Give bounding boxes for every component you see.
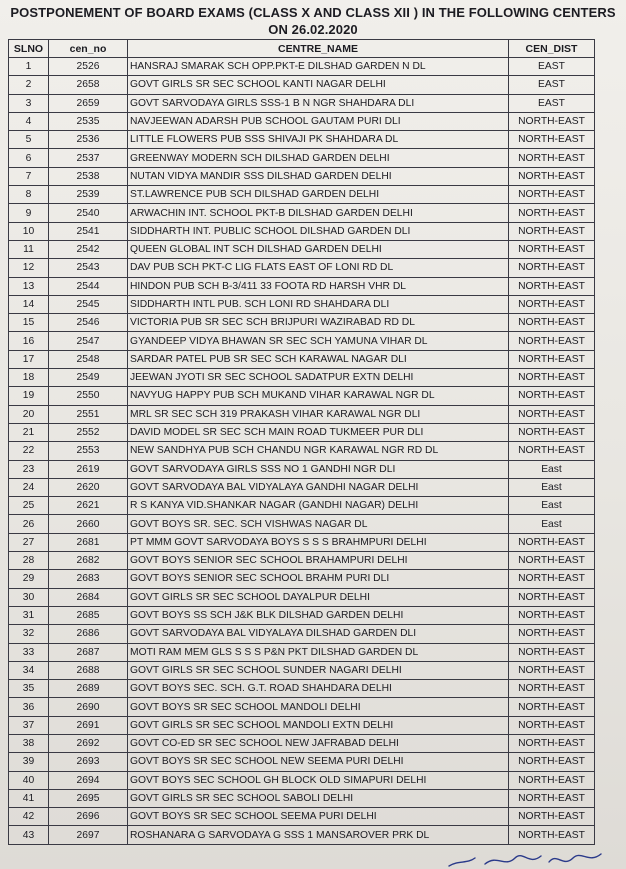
cell-cen-dist: EAST <box>509 58 595 76</box>
cell-centre-name: DAVID MODEL SR SEC SCH MAIN ROAD TUKMEER PUR DLI <box>128 423 509 441</box>
cell-cen-dist: NORTH-EAST <box>509 350 595 368</box>
table-row <box>9 552 595 570</box>
cell-slno: 4 <box>9 112 49 130</box>
cell-cen-dist: NORTH-EAST <box>509 186 595 204</box>
table-row <box>9 131 595 149</box>
cell-centre-name: GYANDEEP VIDYA BHAWAN SR SEC SCH YAMUNA VIHAR DL <box>128 332 509 350</box>
cell-cen-no: 2547 <box>49 332 128 350</box>
cell-cen-no: 2692 <box>49 734 128 752</box>
cell-cen-no: 2683 <box>49 570 128 588</box>
cell-centre-name: GOVT BOYS SEC. SCH. G.T. ROAD SHAHDARA DELHI <box>128 680 509 698</box>
table-row <box>9 753 595 771</box>
cell-cen-dist: NORTH-EAST <box>509 734 595 752</box>
cell-slno: 13 <box>9 277 49 295</box>
cell-cen-no: 2621 <box>49 497 128 515</box>
cell-centre-name: GREENWAY MODERN SCH DILSHAD GARDEN DELHI <box>128 149 509 167</box>
cell-cen-no: 2549 <box>49 369 128 387</box>
cell-cen-no: 2686 <box>49 625 128 643</box>
cell-slno: 36 <box>9 698 49 716</box>
cell-centre-name: HANSRAJ SMARAK SCH OPP.PKT-E DILSHAD GARDEN N DL <box>128 58 509 76</box>
table-row <box>9 625 595 643</box>
cell-cen-dist: NORTH-EAST <box>509 570 595 588</box>
cell-cen-dist: NORTH-EAST <box>509 588 595 606</box>
cell-cen-dist: NORTH-EAST <box>509 716 595 734</box>
cell-cen-dist: NORTH-EAST <box>509 826 595 844</box>
table-row <box>9 295 595 313</box>
cell-cen-no: 2539 <box>49 186 128 204</box>
cell-cen-no: 2551 <box>49 405 128 423</box>
cell-centre-name: MRL SR SEC SCH 319 PRAKASH VIHAR KARAWAL NGR DLI <box>128 405 509 423</box>
cell-slno: 11 <box>9 240 49 258</box>
cell-cen-dist: East <box>509 497 595 515</box>
table-row <box>9 716 595 734</box>
cell-cen-no: 2619 <box>49 460 128 478</box>
cell-cen-no: 2697 <box>49 826 128 844</box>
cell-centre-name: GOVT SARVODAYA GIRLS SSS NO 1 GANDHI NGR DLI <box>128 460 509 478</box>
cell-cen-no: 2553 <box>49 442 128 460</box>
cell-centre-name: ROSHANARA G SARVODAYA G SSS 1 MANSAROVER PRK DL <box>128 826 509 844</box>
cell-slno: 6 <box>9 149 49 167</box>
cell-slno: 10 <box>9 222 49 240</box>
table-row <box>9 533 595 551</box>
table-row <box>9 76 595 94</box>
cell-slno: 29 <box>9 570 49 588</box>
cell-cen-dist: East <box>509 478 595 496</box>
signature-mark <box>445 846 605 868</box>
cell-cen-no: 2538 <box>49 167 128 185</box>
cell-slno: 14 <box>9 295 49 313</box>
table-row <box>9 369 595 387</box>
cell-centre-name: DAV PUB SCH PKT-C LIG FLATS EAST OF LONI RD DL <box>128 259 509 277</box>
centers-table <box>8 39 595 845</box>
cell-centre-name: GOVT BOYS SR SEC SCHOOL NEW SEEMA PURI DELHI <box>128 753 509 771</box>
cell-centre-name: JEEWAN JYOTI SR SEC SCHOOL SADATPUR EXTN DELHI <box>128 369 509 387</box>
cell-slno: 28 <box>9 552 49 570</box>
cell-centre-name: MOTI RAM MEM GLS S S S P&N PKT DILSHAD GARDEN DL <box>128 643 509 661</box>
page-title: POSTPONEMENT OF BOARD EXAMS (CLASS X AND CLASS XII ) IN THE FOLLOWING CENTERS <box>10 5 616 20</box>
table-row <box>9 808 595 826</box>
cell-slno: 17 <box>9 350 49 368</box>
cell-cen-dist: NORTH-EAST <box>509 295 595 313</box>
table-row <box>9 826 595 844</box>
cell-cen-dist: NORTH-EAST <box>509 149 595 167</box>
cell-slno: 12 <box>9 259 49 277</box>
cell-slno: 1 <box>9 58 49 76</box>
cell-centre-name: SIDDHARTH INT. PUBLIC SCHOOL DILSHAD GARDEN DLI <box>128 222 509 240</box>
cell-slno: 16 <box>9 332 49 350</box>
column-header-centre-name: CENTRE_NAME <box>128 40 509 58</box>
table-row <box>9 497 595 515</box>
cell-centre-name: GOVT GIRLS SR SEC SCHOOL SUNDER NAGARI DELHI <box>128 661 509 679</box>
cell-centre-name: GOVT BOYS SR SEC SCHOOL SEEMA PURI DELHI <box>128 808 509 826</box>
cell-cen-no: 2552 <box>49 423 128 441</box>
cell-cen-no: 2695 <box>49 789 128 807</box>
column-header-cen-dist: CEN_DIST <box>509 40 595 58</box>
cell-cen-no: 2682 <box>49 552 128 570</box>
table-header-row <box>9 40 595 58</box>
cell-slno: 32 <box>9 625 49 643</box>
column-header-cen-no: cen_no <box>49 40 128 58</box>
cell-centre-name: R S KANYA VID.SHANKAR NAGAR (GANDHI NAGAR) DELHI <box>128 497 509 515</box>
cell-cen-no: 2541 <box>49 222 128 240</box>
cell-slno: 39 <box>9 753 49 771</box>
cell-centre-name: GOVT BOYS SS SCH J&K BLK DILSHAD GARDEN DELHI <box>128 606 509 624</box>
cell-cen-dist: NORTH-EAST <box>509 698 595 716</box>
cell-cen-no: 2548 <box>49 350 128 368</box>
cell-slno: 38 <box>9 734 49 752</box>
cell-slno: 15 <box>9 314 49 332</box>
table-row <box>9 588 595 606</box>
cell-centre-name: GOVT SARVODAYA GIRLS SSS-1 B N NGR SHAHDARA DLI <box>128 94 509 112</box>
cell-slno: 41 <box>9 789 49 807</box>
cell-cen-dist: NORTH-EAST <box>509 167 595 185</box>
cell-slno: 26 <box>9 515 49 533</box>
cell-cen-dist: NORTH-EAST <box>509 112 595 130</box>
table-row <box>9 350 595 368</box>
cell-cen-dist: NORTH-EAST <box>509 753 595 771</box>
cell-slno: 2 <box>9 76 49 94</box>
cell-cen-dist: NORTH-EAST <box>509 771 595 789</box>
cell-cen-dist: NORTH-EAST <box>509 680 595 698</box>
table-row <box>9 423 595 441</box>
table-body <box>9 58 595 845</box>
cell-cen-no: 2526 <box>49 58 128 76</box>
cell-cen-dist: EAST <box>509 76 595 94</box>
table-row <box>9 186 595 204</box>
cell-cen-dist: NORTH-EAST <box>509 387 595 405</box>
table-row <box>9 643 595 661</box>
cell-centre-name: GOVT GIRLS SR SEC SCHOOL DAYALPUR DELHI <box>128 588 509 606</box>
cell-centre-name: GOVT BOYS SR. SEC. SCH VISHWAS NAGAR DL <box>128 515 509 533</box>
cell-slno: 8 <box>9 186 49 204</box>
cell-cen-dist: NORTH-EAST <box>509 240 595 258</box>
cell-cen-no: 2690 <box>49 698 128 716</box>
cell-centre-name: LITTLE FLOWERS PUB SSS SHIVAJI PK SHAHDARA DL <box>128 131 509 149</box>
table-row <box>9 167 595 185</box>
cell-cen-dist: NORTH-EAST <box>509 222 595 240</box>
table-row <box>9 58 595 76</box>
cell-centre-name: GOVT BOYS SEC SCHOOL GH BLOCK OLD SIMAPURI DELHI <box>128 771 509 789</box>
cell-cen-dist: NORTH-EAST <box>509 405 595 423</box>
cell-cen-no: 2537 <box>49 149 128 167</box>
table-row <box>9 771 595 789</box>
table-row <box>9 606 595 624</box>
table-row <box>9 149 595 167</box>
cell-centre-name: HINDON PUB SCH B-3/411 33 FOOTA RD HARSH VHR DL <box>128 277 509 295</box>
cell-centre-name: SARDAR PATEL PUB SR SEC SCH KARAWAL NAGAR DLI <box>128 350 509 368</box>
cell-slno: 42 <box>9 808 49 826</box>
cell-cen-dist: NORTH-EAST <box>509 661 595 679</box>
table-row <box>9 460 595 478</box>
cell-slno: 40 <box>9 771 49 789</box>
table-row <box>9 789 595 807</box>
cell-centre-name: VICTORIA PUB SR SEC SCH BRIJPURI WAZIRABAD RD DL <box>128 314 509 332</box>
cell-cen-no: 2544 <box>49 277 128 295</box>
cell-centre-name: GOVT BOYS SR SEC SCHOOL MANDOLI DELHI <box>128 698 509 716</box>
cell-cen-no: 2658 <box>49 76 128 94</box>
cell-cen-no: 2691 <box>49 716 128 734</box>
cell-slno: 21 <box>9 423 49 441</box>
cell-centre-name: PT MMM GOVT SARVODAYA BOYS S S S BRAHMPURI DELHI <box>128 533 509 551</box>
cell-centre-name: GOVT GIRLS SR SEC SCHOOL KANTI NAGAR DELHI <box>128 76 509 94</box>
table-row <box>9 570 595 588</box>
cell-cen-no: 2681 <box>49 533 128 551</box>
cell-cen-no: 2543 <box>49 259 128 277</box>
cell-centre-name: NAVYUG HAPPY PUB SCH MUKAND VIHAR KARAWAL NGR DL <box>128 387 509 405</box>
cell-slno: 25 <box>9 497 49 515</box>
cell-cen-no: 2550 <box>49 387 128 405</box>
cell-slno: 34 <box>9 661 49 679</box>
cell-cen-dist: NORTH-EAST <box>509 259 595 277</box>
cell-cen-dist: East <box>509 460 595 478</box>
table-row <box>9 661 595 679</box>
table-row <box>9 94 595 112</box>
cell-slno: 37 <box>9 716 49 734</box>
cell-slno: 3 <box>9 94 49 112</box>
cell-cen-no: 2694 <box>49 771 128 789</box>
cell-slno: 22 <box>9 442 49 460</box>
table-row <box>9 259 595 277</box>
cell-cen-no: 2684 <box>49 588 128 606</box>
cell-centre-name: NUTAN VIDYA MANDIR SSS DILSHAD GARDEN DELHI <box>128 167 509 185</box>
table-row <box>9 405 595 423</box>
cell-centre-name: GOVT GIRLS SR SEC SCHOOL MANDOLI EXTN DELHI <box>128 716 509 734</box>
table-row <box>9 387 595 405</box>
cell-cen-dist: NORTH-EAST <box>509 369 595 387</box>
cell-slno: 20 <box>9 405 49 423</box>
table-row <box>9 314 595 332</box>
cell-cen-dist: NORTH-EAST <box>509 533 595 551</box>
cell-cen-dist: NORTH-EAST <box>509 442 595 460</box>
cell-slno: 43 <box>9 826 49 844</box>
cell-slno: 19 <box>9 387 49 405</box>
cell-cen-dist: NORTH-EAST <box>509 625 595 643</box>
cell-cen-dist: EAST <box>509 94 595 112</box>
table-row <box>9 515 595 533</box>
cell-cen-dist: NORTH-EAST <box>509 332 595 350</box>
cell-slno: 23 <box>9 460 49 478</box>
cell-centre-name: GOVT GIRLS SR SEC SCHOOL SABOLI DELHI <box>128 789 509 807</box>
cell-slno: 35 <box>9 680 49 698</box>
cell-cen-no: 2546 <box>49 314 128 332</box>
cell-slno: 18 <box>9 369 49 387</box>
table-row <box>9 222 595 240</box>
cell-cen-dist: NORTH-EAST <box>509 131 595 149</box>
cell-cen-dist: NORTH-EAST <box>509 277 595 295</box>
cell-cen-dist: NORTH-EAST <box>509 314 595 332</box>
table-row <box>9 277 595 295</box>
column-header-slno: SLNO <box>9 40 49 58</box>
cell-cen-no: 2536 <box>49 131 128 149</box>
cell-cen-no: 2535 <box>49 112 128 130</box>
table-row <box>9 332 595 350</box>
cell-centre-name: GOVT CO-ED SR SEC SCHOOL NEW JAFRABAD DELHI <box>128 734 509 752</box>
cell-slno: 31 <box>9 606 49 624</box>
cell-slno: 24 <box>9 478 49 496</box>
cell-slno: 30 <box>9 588 49 606</box>
cell-cen-no: 2545 <box>49 295 128 313</box>
cell-slno: 5 <box>9 131 49 149</box>
cell-cen-no: 2689 <box>49 680 128 698</box>
cell-cen-no: 2687 <box>49 643 128 661</box>
cell-centre-name: GOVT SARVODAYA BAL VIDYALAYA GANDHI NAGAR DELHI <box>128 478 509 496</box>
cell-centre-name: NAVJEEWAN ADARSH PUB SCHOOL GAUTAM PURI DLI <box>128 112 509 130</box>
table-row <box>9 240 595 258</box>
cell-cen-dist: NORTH-EAST <box>509 643 595 661</box>
cell-cen-no: 2693 <box>49 753 128 771</box>
cell-cen-no: 2540 <box>49 204 128 222</box>
cell-cen-dist: East <box>509 515 595 533</box>
cell-centre-name: GOVT BOYS SENIOR SEC SCHOOL BRAHM PURI DLI <box>128 570 509 588</box>
cell-cen-no: 2620 <box>49 478 128 496</box>
cell-cen-no: 2696 <box>49 808 128 826</box>
cell-centre-name: SIDDHARTH INTL PUB. SCH LONI RD SHAHDARA DLI <box>128 295 509 313</box>
cell-cen-no: 2660 <box>49 515 128 533</box>
cell-centre-name: QUEEN GLOBAL INT SCH DILSHAD GARDEN DELHI <box>128 240 509 258</box>
cell-cen-dist: NORTH-EAST <box>509 808 595 826</box>
cell-cen-dist: NORTH-EAST <box>509 789 595 807</box>
cell-slno: 7 <box>9 167 49 185</box>
cell-cen-no: 2659 <box>49 94 128 112</box>
page-date: ON 26.02.2020 <box>268 22 358 37</box>
cell-centre-name: ST.LAWRENCE PUB SCH DILSHAD GARDEN DELHI <box>128 186 509 204</box>
cell-slno: 27 <box>9 533 49 551</box>
cell-slno: 33 <box>9 643 49 661</box>
cell-centre-name: NEW SANDHYA PUB SCH CHANDU NGR KARAWAL NGR RD DL <box>128 442 509 460</box>
table-row <box>9 442 595 460</box>
cell-cen-dist: NORTH-EAST <box>509 204 595 222</box>
cell-cen-dist: NORTH-EAST <box>509 423 595 441</box>
cell-cen-no: 2685 <box>49 606 128 624</box>
cell-cen-dist: NORTH-EAST <box>509 606 595 624</box>
table-row <box>9 698 595 716</box>
cell-cen-dist: NORTH-EAST <box>509 552 595 570</box>
table-row <box>9 112 595 130</box>
cell-cen-no: 2688 <box>49 661 128 679</box>
cell-centre-name: GOVT BOYS SENIOR SEC SCHOOL BRAHAMPURI DELHI <box>128 552 509 570</box>
cell-cen-no: 2542 <box>49 240 128 258</box>
table-row <box>9 478 595 496</box>
cell-centre-name: ARWACHIN INT. SCHOOL PKT-B DILSHAD GARDEN DELHI <box>128 204 509 222</box>
cell-centre-name: GOVT SARVODAYA BAL VIDYALAYA DILSHAD GARDEN DLI <box>128 625 509 643</box>
table-row <box>9 680 595 698</box>
cell-slno: 9 <box>9 204 49 222</box>
table-row <box>9 204 595 222</box>
table-row <box>9 734 595 752</box>
